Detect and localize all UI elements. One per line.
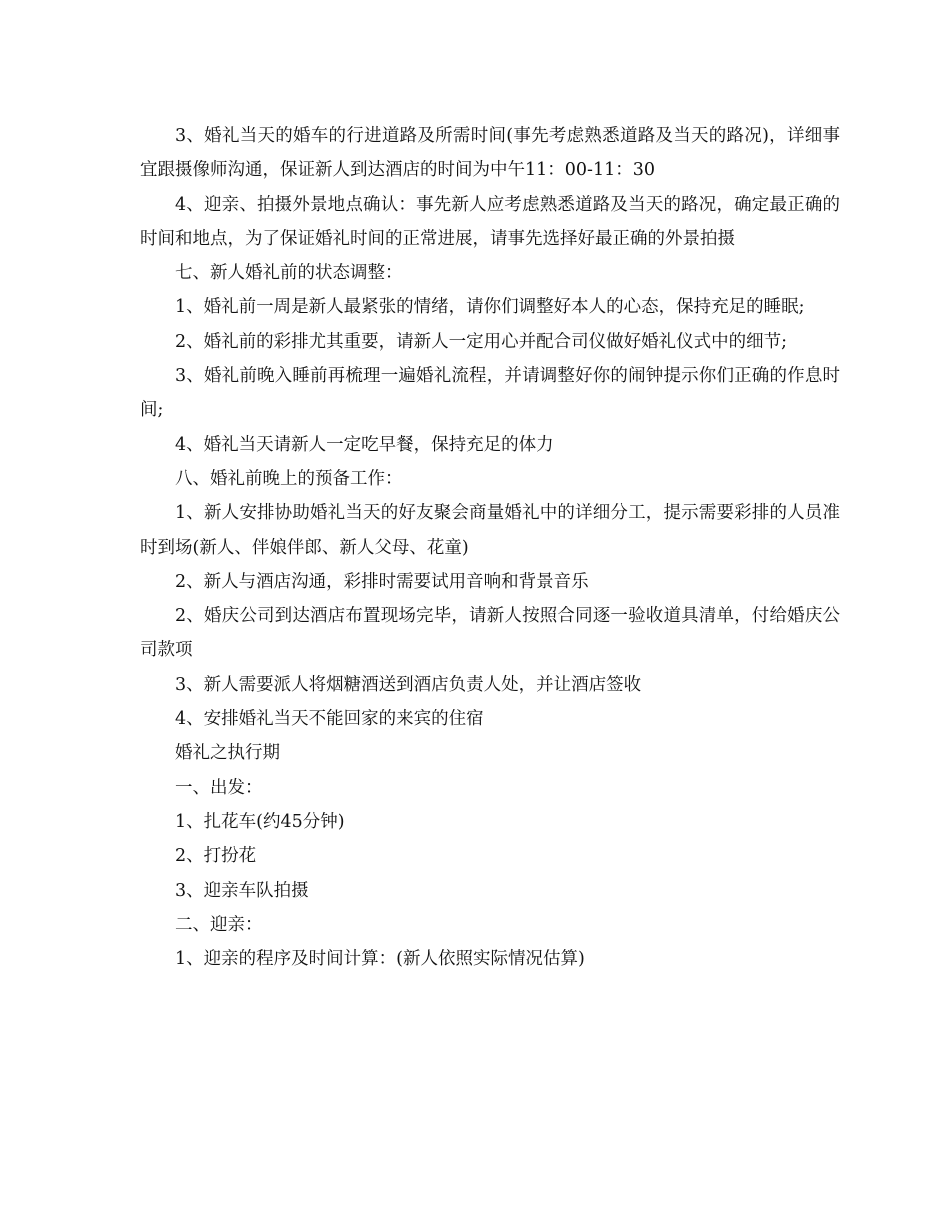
paragraph: 4、安排婚礼当天不能回家的来宾的住宿 [175, 709, 484, 730]
paragraph: 2、新人与酒店沟通，彩排时需要试用音响和背景音乐 [175, 571, 589, 592]
section-heading: 婚礼之执行期 [175, 743, 280, 764]
list-item: 1、迎亲的程序及时间计算：(新人依照实际情况估算) [175, 949, 585, 970]
list-item: 2、打扮花 [175, 846, 257, 867]
paragraph: 4、迎亲、拍摄外景地点确认：事先新人应考虑熟悉道路及当天的路况，确定最正确的时间和地点，为了保证婚礼时间的正常进展，请事先选择好最正确的外景拍摄 [140, 194, 840, 249]
paragraph: 3、新人需要派人将烟糖酒送到酒店负责人处，并让酒店签收 [175, 674, 642, 695]
section-heading: 八、婚礼前晚上的预备工作： [175, 468, 403, 489]
paragraph: 4、婚礼当天请新人一定吃早餐，保持充足的体力 [175, 434, 554, 455]
section-heading: 二、迎亲： [175, 914, 263, 935]
paragraph: 3、婚礼当天的婚车的行进道路及所需时间(事先考虑熟悉道路及当天的路况)，详细事宜跟摄像师沟通，保证新人到达酒店的时间为中午11：00-11：30 [140, 126, 840, 181]
list-item: 1、扎花车(约45分钟) [175, 811, 345, 832]
paragraph: 2、婚庆公司到达酒店布置现场完毕，请新人按照合同逐一验收道具清单，付给婚庆公司款项 [140, 606, 840, 661]
section-heading: 一、出发： [175, 777, 263, 798]
document-body [140, 119, 840, 976]
paragraph: 3、婚礼前晚入睡前再梳理一遍婚礼流程，并请调整好你的闹钟提示你们正确的作息时间; [140, 366, 840, 421]
paragraph: 1、新人安排协助婚礼当天的好友聚会商量婚礼中的详细分工，提示需要彩排的人员准时到场(新人、伴娘伴郎、新人父母、花童) [140, 503, 840, 558]
paragraph: 2、婚礼前的彩排尤其重要，请新人一定用心并配合司仪做好婚礼仪式中的细节; [175, 331, 788, 352]
section-heading: 七、新人婚礼前的状态调整： [175, 263, 403, 284]
list-item: 3、迎亲车队拍摄 [175, 880, 309, 901]
paragraph: 1、婚礼前一周是新人最紧张的情绪，请你们调整好本人的心态，保持充足的睡眠; [175, 297, 805, 318]
